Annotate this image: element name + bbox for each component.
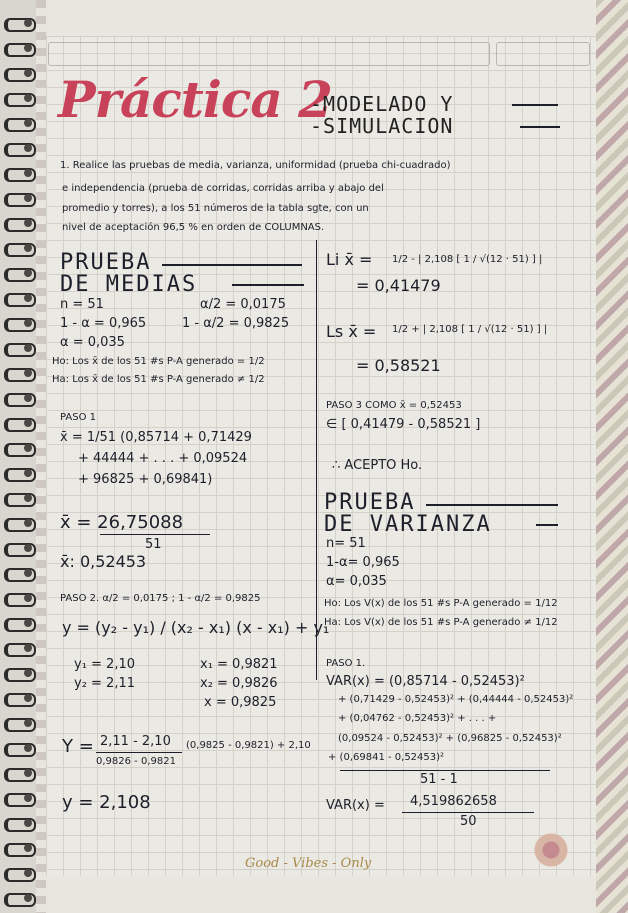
xbar-line-2: + 44444 + . . . + 0,09524 [78, 451, 248, 466]
medias-n: n = 51 [60, 297, 104, 312]
var-line-5: + (0,69841 - 0,52453)² [328, 752, 445, 763]
binding-hole [24, 494, 32, 502]
binding-hole [24, 744, 32, 752]
subtitle-rule-1 [512, 104, 558, 106]
medias-paso1: PASO 1 [60, 412, 96, 423]
heading-prueba-varianza-2: DE VARIANZA [324, 512, 492, 537]
medias-alpha-half: α/2 = 0,0175 [200, 297, 286, 312]
xbar-line-1: x̄ = 1/51 (0,85714 + 0,71429 [60, 430, 252, 445]
binding-hole [24, 194, 32, 202]
binding-hole [24, 444, 32, 452]
binding-hole [24, 844, 32, 852]
var-result-fraction-bar [402, 812, 534, 813]
interp-x1: x₁ = 0,9821 [200, 657, 278, 672]
xbar-result: x̄: 0,52453 [60, 552, 147, 571]
heading-rule-2 [232, 284, 304, 286]
binding-hole [24, 119, 32, 127]
binding-hole [24, 469, 32, 477]
interp-denominator: 0,9826 - 0,9821 [96, 756, 176, 767]
header-box-left [48, 42, 490, 66]
heading-prueba-varianza-1: PRUEBA [324, 490, 416, 515]
medias-one-minus-alpha: 1 - α = 0,965 [60, 316, 147, 331]
interp-numerator: 2,11 - 2,10 [100, 734, 171, 749]
subtitle-modelado: -MODELADO Y [310, 92, 454, 116]
binding-hole [24, 594, 32, 602]
binding-hole [24, 519, 32, 527]
interp-tail: (0,9825 - 0,9821) + 2,10 [186, 740, 311, 751]
ls-equation: 1/2 + | 2,108 [ 1 / √(12 · 51) ] | [392, 324, 548, 335]
var-fraction-bar [340, 770, 550, 771]
interp-x2: x₂ = 0,9826 [200, 676, 278, 691]
binding-hole [24, 644, 32, 652]
binding-hole [24, 269, 32, 277]
medias-alpha: α = 0,035 [60, 335, 125, 350]
subtitle-rule-2 [520, 126, 560, 128]
binding-hole [24, 394, 32, 402]
left-decorative-strip [36, 0, 46, 913]
medias-h0: Ho: Los x̄ de los 51 #s P-A generado = 1/2 [52, 356, 265, 367]
ls-result: = 0,58521 [356, 356, 441, 375]
binding-hole [24, 694, 32, 702]
interp-y2: y₂ = 2,11 [74, 676, 136, 691]
problem-line-2: e independencia (prueba de corridas, corridas arriba y abajo del [62, 183, 384, 194]
column-divider [316, 240, 317, 680]
binding-hole [24, 344, 32, 352]
binding-hole [24, 544, 32, 552]
paso3-line-1: PASO 3 COMO x̄ = 0,52453 [326, 400, 462, 411]
varianza-n: n= 51 [326, 536, 366, 551]
binding-hole [24, 244, 32, 252]
problem-line-4: nivel de aceptación 96,5 % en orden de COLUMNAS. [62, 222, 325, 233]
varianza-ha: Ha: Los V(x) de los 51 #s P-A generado ≠ 1/12 [324, 617, 558, 628]
heading-rule-1 [162, 264, 302, 266]
var-line-2: + (0,71429 - 0,52453)² + (0,44444 - 0,52453)² [338, 694, 574, 705]
binding-hole [24, 869, 32, 877]
paso3-line-2: ∈ [ 0,41479 - 0,58521 ] [326, 417, 481, 432]
binding-hole [24, 619, 32, 627]
binding-hole [24, 219, 32, 227]
problem-line-3: promedio y torres), a los 51 números de la tabla sgte, con un [62, 203, 369, 214]
xbar-numerator: x̄ = 26,75088 [60, 512, 184, 533]
binding-hole [24, 319, 32, 327]
var-result-denominator: 50 [460, 814, 477, 829]
binding-hole [24, 44, 32, 52]
binding-hole [24, 769, 32, 777]
binding-hole [24, 794, 32, 802]
medias-paso2: PASO 2. α/2 = 0,0175 ; 1 - α/2 = 0,9825 [60, 593, 261, 604]
page-title: Práctica 2 [58, 70, 332, 129]
xbar-fraction-bar [100, 534, 210, 535]
problem-line-1: 1. Realice las pruebas de media, varianza, uniformidad (prueba chi-cuadrado) [60, 160, 451, 171]
right-decorative-border [596, 0, 628, 913]
varianza-paso1: PASO 1. [326, 658, 366, 669]
binding-hole [24, 144, 32, 152]
ls-label: Ls x̄ = [326, 322, 377, 341]
li-result: = 0,41479 [356, 276, 441, 295]
li-equation: 1/2 - | 2,108 [ 1 / √(12 · 51) ] | [392, 254, 543, 265]
flower-decoration [520, 830, 582, 870]
footer-motto: Good - Vibes - Only [245, 856, 372, 871]
binding-hole [24, 294, 32, 302]
varianza-one-minus-alpha: 1-α= 0,965 [326, 555, 400, 570]
xbar-denominator: 51 [145, 537, 162, 552]
heading-rule-4 [536, 524, 558, 526]
medias-one-minus-alpha-half: 1 - α/2 = 0,9825 [182, 316, 290, 331]
binding-hole [24, 69, 32, 77]
medias-ha: Ha: Los x̄ de los 51 #s P-A generado ≠ 1/2 [52, 374, 265, 385]
var-result-label: VAR(x) = [326, 798, 385, 813]
interp-y-label: Y = [62, 736, 94, 757]
binding-hole [24, 719, 32, 727]
interp-y-result: y = 2,108 [62, 792, 151, 813]
binding-hole [24, 94, 32, 102]
var-line-4: (0,09524 - 0,52453)² + (0,96825 - 0,52453)² [338, 733, 562, 744]
interp-x: x = 0,9825 [204, 695, 277, 710]
binding-hole [24, 819, 32, 827]
acepto-h0: ∴ ACEPTO Ho. [332, 458, 423, 473]
interpolation-formula: y = (y₂ - y₁) / (x₂ - x₁) (x - x₁) + y₁ [62, 618, 330, 637]
binding-hole [24, 369, 32, 377]
var-line-3: + (0,04762 - 0,52453)² + . . . + [338, 713, 497, 724]
spiral-binding [0, 0, 36, 913]
heading-prueba-medias-2: DE MEDIAS [60, 272, 198, 297]
varianza-h0: Ho: Los V(x) de los 51 #s P-A generado = 1/12 [324, 598, 558, 609]
heading-prueba-medias-1: PRUEBA [60, 250, 152, 275]
header-box-right [496, 42, 590, 66]
binding-hole [24, 169, 32, 177]
subtitle-simulacion: -SIMULACION [310, 114, 454, 138]
binding-hole [24, 569, 32, 577]
var-result-numerator: 4,519862658 [410, 794, 497, 809]
var-line-1: VAR(x) = (0,85714 - 0,52453)² [326, 674, 525, 689]
varianza-alpha: α= 0,035 [326, 574, 387, 589]
binding-hole [24, 19, 32, 27]
var-denominator: 51 - 1 [420, 772, 458, 787]
heading-rule-3 [426, 504, 558, 506]
binding-hole [24, 669, 32, 677]
interp-y1: y₁ = 2,10 [74, 657, 136, 672]
interp-fraction-bar [96, 752, 182, 753]
binding-hole [24, 419, 32, 427]
binding-hole [24, 894, 32, 902]
xbar-line-3: + 96825 + 0,69841) [78, 472, 213, 487]
li-label: Li x̄ = [326, 250, 373, 269]
